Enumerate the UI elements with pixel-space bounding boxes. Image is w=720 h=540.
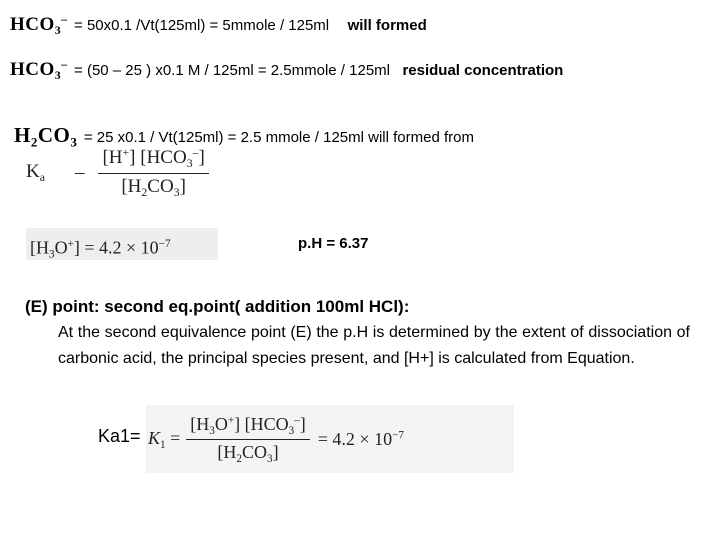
bicarbonate-formula: $HCO_3^-$ — [10, 13, 68, 38]
ka-denominator: $[H_2CO_3]$ — [121, 176, 186, 200]
bicarbonate-formula: $HCO_3^-$ — [10, 58, 68, 83]
bicarbonate-line-2 — [10, 58, 563, 83]
bicarbonate-calculation: = 50x0.1 /Vt(125ml) = 5mmole / 125ml — [74, 17, 330, 35]
hydronium-concentration-equation: $[H_3O^+] = 4.2 \times 10^{-7}$ — [26, 228, 218, 260]
ka-equals-sign: – — [74, 162, 85, 184]
k1-value: = $4.2 \times 10^{-7}$ — [317, 428, 404, 449]
ka-numerator: [H+] $[HCO_3^-]$ — [98, 146, 208, 174]
explanation-paragraph: At the second equivalence point (E) the p.H is determined by the extent of dissociation of carbonic acid, the principal species present, and [H+] is calculated from Equation. — [58, 324, 690, 367]
k1-equation — [146, 405, 514, 473]
ka-fraction — [98, 146, 208, 200]
k1-denominator: $[H_2CO_3]$ — [217, 441, 279, 465]
bicarbonate-line-1 — [10, 13, 427, 38]
carbonic-acid-formula: $H_2CO_3$ — [14, 123, 78, 150]
ph-result: p.H = 6.37 — [298, 235, 369, 252]
ka1-label: Ka1= — [98, 426, 141, 446]
residual-note: residual concentration — [402, 62, 564, 80]
section-heading: (E) point: second eq.point( addition 100ml HCl): — [25, 297, 410, 316]
k1-numerator: $[H_3O^+]$ $[HCO_3^-]$ — [186, 414, 310, 440]
carbonic-acid-calculation: = 25 x0.1 / Vt(125ml) = 2.5 mmole / 125ml will formed from — [83, 129, 474, 146]
bicarbonate-note: will formed — [347, 17, 427, 35]
bicarbonate-residual-calculation: = (50 – 25 ) x0.1 M / 125ml = 2.5mmole / 125ml — [74, 62, 390, 80]
ka-equation — [26, 146, 209, 200]
k1-fraction — [186, 414, 310, 465]
k1-symbol: $K_1$ = — [148, 427, 181, 451]
ka-symbol: $K_a$ — [26, 161, 45, 185]
